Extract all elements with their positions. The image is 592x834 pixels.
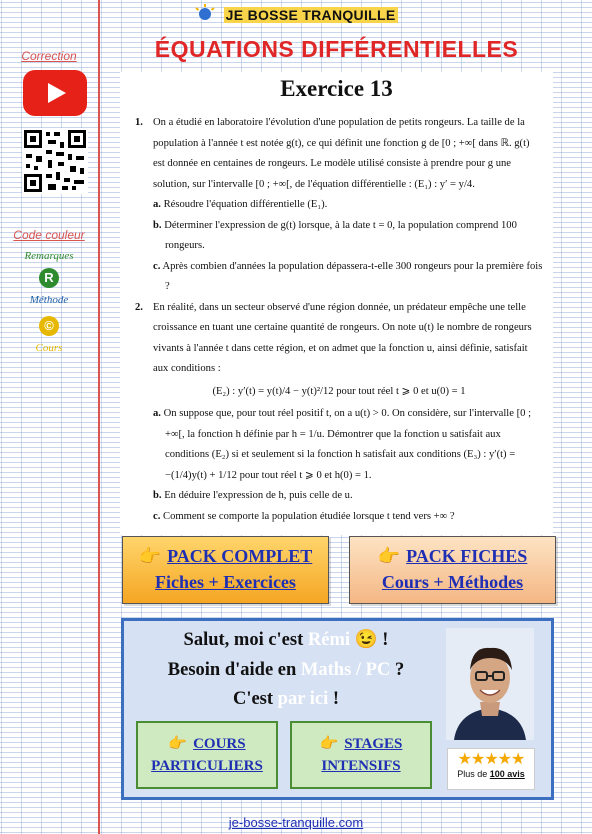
pointing-hand-icon: 👉 bbox=[377, 546, 401, 566]
promo-hello: Salut, moi c'est Rémi 😉 ! bbox=[183, 630, 389, 650]
exercise-body bbox=[135, 113, 543, 527]
margin-line bbox=[98, 0, 100, 834]
youtube-play-icon[interactable] bbox=[23, 70, 87, 116]
five-stars-icon: ★★★★★ bbox=[457, 751, 525, 768]
correction-label: Correction bbox=[21, 49, 77, 63]
brand-name: JE BOSSE TRANQUILLE bbox=[225, 7, 396, 23]
tutor-photo bbox=[446, 628, 534, 740]
subquestion-1b: b. Déterminer l'expression de g(t) lorsque, à la date t = 0, la population comprend 100 rongeurs. bbox=[153, 219, 517, 251]
cours-particuliers-button[interactable]: 👉 COURS PARTICULIERS bbox=[136, 721, 278, 789]
question-number: 1. bbox=[135, 117, 143, 128]
legend-methode: Méthode bbox=[29, 294, 69, 306]
subquestion-2b: b. En déduire l'expression de h, puis celle de u. bbox=[153, 490, 353, 501]
legend-cours: Cours bbox=[35, 342, 63, 354]
pack-fiches-subtitle[interactable]: Cours + Méthodes bbox=[381, 572, 524, 592]
subquestion-1a: a. Résoudre l'équation différentielle (E₁). bbox=[153, 199, 328, 210]
page-title: ÉQUATIONS DIFFÉRENTIELLES bbox=[154, 36, 519, 62]
pointing-hand-icon: 👉 bbox=[168, 736, 188, 752]
pack-fiches-button[interactable] bbox=[349, 536, 556, 604]
pack-complet-subtitle[interactable]: Fiches + Exercices bbox=[155, 572, 296, 592]
reviews-count: Plus de 100 avis bbox=[457, 769, 525, 779]
code-couleur-label: Code couleur bbox=[13, 228, 85, 242]
qr-code-icon[interactable] bbox=[22, 128, 88, 194]
stages-intensifs-button[interactable]: 👉 STAGES INTENSIFS bbox=[290, 721, 432, 789]
subquestion-1c: c. Après combien d'années la population dépassera-t-elle 300 rongeurs pour la première fois ? bbox=[153, 260, 543, 292]
question-2 bbox=[135, 298, 543, 380]
question-number: 2. bbox=[135, 301, 143, 313]
promo-here: C'est par ici ! bbox=[232, 689, 340, 709]
pack-fiches-title: PACK FICHES bbox=[406, 546, 528, 566]
question-text: On a étudié en laboratoire l'évolution d'une population de petits rongeurs. La taille de la population à l'année t est notée g(t), ce qui définit une fonction g de [0 ; +∞[ dans ℝ. g(t) est donnée en centaines de rongeurs. Le modèle utilisé consiste à prendre pour g une solution, sur l'intervalle [0 ; +∞[, de l'équation différentielle : (E₁) : y′ = y/4. bbox=[153, 117, 530, 190]
site-link[interactable]: je-bosse-tranquille.com bbox=[228, 815, 364, 830]
par-ici-link[interactable]: par ici bbox=[277, 689, 329, 709]
pointing-hand-icon: 👉 bbox=[319, 736, 339, 752]
brand-logo-icon bbox=[194, 4, 216, 24]
legend-remarques: Remarques bbox=[24, 250, 74, 262]
promo-help: Besoin d'aide en Maths / PC ? bbox=[167, 660, 405, 680]
remarques-icon: R bbox=[39, 268, 59, 288]
subquestion-2a: a. On suppose que, pour tout réel positif t, on a u(t) > 0. On considère, sur l'intervalle [0 ; +∞[, la fonction h définie par h = 1/u. Démontrer que la fonction u satisfait aux conditions (E₂) si et seulement si la fonction h satisfait aux conditions (E₃) : y′(t) = −(1/4)y(t) + 1/12 pour tout réel t ⩾ 0 et h(0) = 1. bbox=[153, 408, 532, 481]
exercise-title: Exercice 13 bbox=[280, 76, 393, 101]
pack-complet-title: PACK COMPLET bbox=[167, 546, 313, 566]
question-1 bbox=[135, 113, 543, 195]
cours-copyright-icon: © bbox=[39, 316, 59, 336]
question-text: En réalité, dans un secteur observé d'une région donnée, un prédateur empêche une telle croissance en tuant une certaine quantité de rongeurs. On note u(t) le nombre de rongeurs vivants à l'année t dans cette région, et on admet que la fonction u, ainsi définie, satisfait aux conditions : bbox=[153, 301, 532, 374]
equation-e2: (E₂) : y′(t) = y(t)/4 − y(t)²/12 pour tout réel t ⩾ 0 et u(0) = 1 bbox=[212, 385, 466, 397]
pointing-hand-icon: 👉 bbox=[138, 546, 162, 566]
subquestion-2c: c. Comment se comporte la population étudiée lorsque t tend vers +∞ ? bbox=[153, 510, 455, 522]
pack-complet-button[interactable] bbox=[122, 536, 329, 604]
rating-badge[interactable] bbox=[447, 748, 535, 790]
brand-header[interactable] bbox=[0, 4, 592, 24]
